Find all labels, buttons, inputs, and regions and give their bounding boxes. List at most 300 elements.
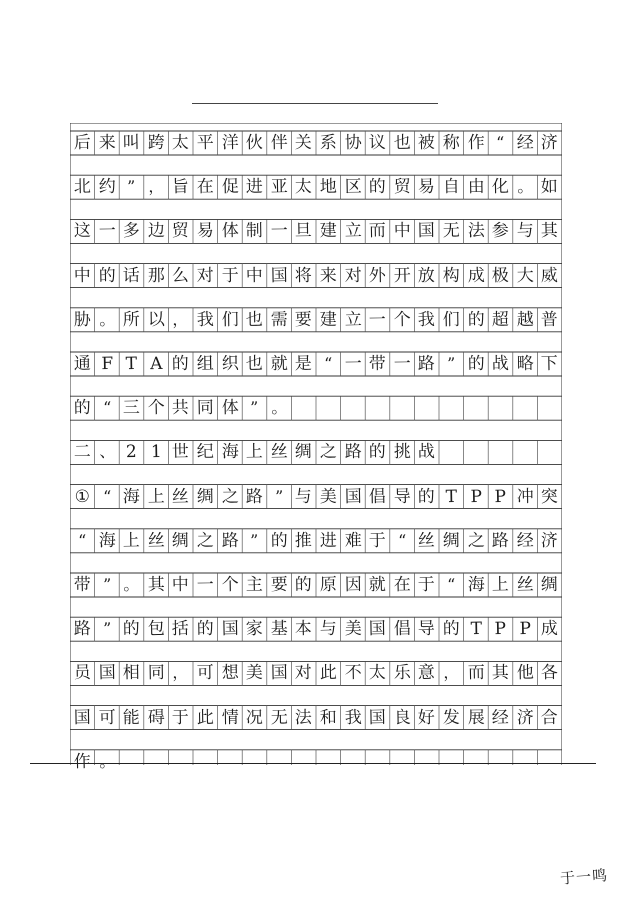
grid-cell: 国	[73, 706, 91, 728]
grid-cell: 好	[417, 706, 436, 728]
grid-cell: 不	[344, 662, 362, 684]
grid-cell: 一	[196, 574, 214, 595]
grid-cell: 相	[122, 662, 141, 684]
grid-cell: 成	[540, 618, 559, 639]
grid-cell	[365, 396, 390, 420]
grid-cell: 路	[417, 353, 436, 374]
grid-cell: 胁	[73, 309, 91, 330]
grid-cell: 美	[319, 485, 337, 507]
grid-cell: 来	[319, 264, 337, 286]
grid-cell: 丝	[147, 530, 165, 551]
grid-cell: 路	[491, 530, 510, 551]
grid-cell: 一	[368, 309, 387, 330]
author-signature: 于一鸣	[559, 866, 609, 888]
grid-cell	[439, 750, 464, 774]
grid-cell: 平	[196, 132, 214, 153]
grid-cell	[340, 750, 365, 774]
grid-cell: 所	[122, 309, 141, 330]
grid-cell: 参	[491, 220, 510, 242]
grid-cell	[488, 440, 513, 464]
grid-cell: 经	[491, 706, 510, 728]
grid-cell: 么	[171, 264, 190, 286]
grid-cell: 情	[221, 706, 239, 728]
grid-cell: ”	[446, 353, 456, 374]
grid-cell: 作	[467, 132, 485, 153]
grid-cell: 就	[368, 574, 387, 595]
grid-cell: 们	[221, 309, 239, 330]
grid-cell: 2	[125, 441, 138, 462]
grid-cell: 上	[122, 530, 141, 551]
grid-row	[70, 264, 562, 288]
grid-cell: T	[445, 485, 458, 507]
grid-row	[70, 661, 562, 685]
grid-row	[70, 219, 562, 243]
grid-cell	[488, 750, 513, 774]
grid-cell: 洋	[221, 132, 239, 153]
grid-cell: 之	[467, 530, 485, 551]
grid-cell: 国	[417, 220, 436, 242]
grid-cell	[463, 396, 488, 420]
grid-cell: 来	[98, 132, 116, 153]
grid-cell: 的	[442, 618, 460, 639]
grid-cell: 、	[98, 442, 116, 462]
grid-cell: 展	[467, 706, 485, 728]
grid-cell: 略	[516, 353, 534, 374]
grid-cell: 良	[393, 706, 411, 728]
grid-cell: 世	[171, 441, 190, 463]
grid-cell: 后	[73, 132, 91, 153]
grid-cell	[242, 750, 267, 774]
grid-cell: 由	[467, 176, 485, 197]
grid-cell: ”	[102, 619, 112, 639]
grid-row	[70, 750, 562, 774]
grid-cell: 上	[491, 574, 510, 595]
grid-cell: 碍	[147, 706, 165, 728]
grid-cell	[512, 440, 537, 464]
grid-cell: 。	[98, 309, 116, 329]
grid-row	[70, 706, 562, 730]
grid-cell: 同	[196, 397, 214, 418]
grid-cell: 与	[294, 485, 313, 507]
grid-cell: 太	[171, 132, 190, 153]
composition-grid	[70, 123, 562, 772]
grid-cell: “	[323, 353, 333, 374]
grid-cell: 进	[245, 176, 264, 197]
grid-cell: 贸	[393, 176, 411, 197]
grid-cell: 绸	[196, 485, 214, 507]
grid-cell: 那	[147, 264, 165, 286]
grid-cell: 也	[245, 353, 264, 374]
grid-cell: ”	[102, 574, 112, 595]
grid-cell	[316, 750, 341, 774]
grid-cell: 开	[393, 264, 411, 286]
grid-cell: 上	[147, 485, 165, 507]
grid-cell: 这	[73, 220, 91, 242]
grid-cell: 对	[294, 662, 313, 684]
grid-cell: 个	[147, 397, 165, 418]
grid-cell: 需	[270, 309, 288, 330]
grid-cell: 作	[73, 751, 91, 772]
grid-cell: ，	[147, 177, 165, 197]
grid-cell	[537, 750, 562, 774]
grid-cell: 一	[270, 220, 288, 242]
grid-cell: 济	[540, 132, 559, 153]
grid-cell: ，	[172, 663, 189, 683]
grid-cell	[414, 750, 439, 774]
grid-cell: 通	[73, 353, 91, 374]
grid-cell: 自	[442, 176, 460, 197]
grid-cell: 发	[442, 706, 460, 728]
grid-cell	[390, 750, 415, 774]
grid-cell: 括	[171, 618, 190, 639]
grid-cell: 绸	[171, 530, 190, 551]
grid-cell: 中	[73, 264, 91, 286]
grid-cell: T	[125, 353, 138, 374]
grid-cell: 是	[294, 353, 313, 374]
grid-cell: ”	[250, 530, 259, 550]
grid-cell: 下	[540, 353, 559, 374]
grid-cell	[217, 750, 242, 774]
grid-cell: 意	[417, 662, 436, 684]
grid-cell: 主	[245, 574, 264, 595]
grid-cell: 战	[417, 441, 436, 463]
grid-cell: 于	[171, 706, 190, 728]
grid-cell: 本	[294, 618, 313, 639]
grid-cell: 地	[319, 176, 337, 197]
grid-cell: 协	[344, 132, 362, 153]
grid-cell: 倡	[368, 485, 387, 507]
grid-cell: 也	[245, 309, 264, 330]
grid-cell: 外	[368, 264, 387, 286]
grid-cell: 旦	[294, 220, 313, 242]
grid-cell: 对	[344, 264, 362, 286]
grid-cell	[340, 396, 365, 420]
grid-cell: 在	[196, 176, 214, 197]
grid-cell: 其	[491, 662, 510, 684]
grid-cell: 。	[516, 177, 534, 197]
grid-cell: 要	[270, 574, 288, 595]
grid-cell: 议	[368, 132, 387, 153]
grid-cell	[267, 750, 292, 774]
grid-row	[70, 308, 562, 332]
grid-cell: 和	[319, 706, 337, 728]
grid-cell: 太	[294, 176, 313, 197]
grid-cell: 在	[393, 574, 411, 595]
grid-cell: 约	[98, 176, 116, 197]
grid-cell	[390, 396, 415, 420]
grid-cell: 一	[98, 220, 116, 242]
grid-cell: 带	[73, 574, 91, 595]
grid-row	[70, 440, 562, 464]
grid-cell: 导	[393, 485, 411, 507]
grid-cell	[537, 440, 562, 464]
grid-cell: 如	[540, 176, 559, 197]
grid-cell: 的	[73, 397, 91, 418]
grid-cell: ”	[250, 398, 259, 418]
grid-cell: 战	[491, 353, 510, 374]
bottom-rule	[30, 763, 596, 764]
grid-cell: 将	[294, 264, 313, 286]
grid-cell: 成	[467, 264, 485, 286]
grid-cell: 威	[540, 264, 559, 286]
grid-cell: 多	[122, 220, 141, 242]
grid-cell: 此	[196, 706, 214, 728]
grid-cell: 国	[270, 662, 288, 684]
grid-cell: 此	[319, 662, 337, 684]
grid-cell: 的	[122, 618, 141, 639]
grid-cell: 体	[221, 397, 239, 418]
grid-cell: 丝	[171, 485, 190, 507]
grid-cell	[463, 750, 488, 774]
grid-cell: 的	[171, 353, 190, 374]
grid-cell: 促	[221, 176, 239, 197]
grid-cell: 各	[540, 662, 559, 684]
grid-cell: 其	[147, 574, 165, 595]
grid-cell: 进	[319, 530, 337, 551]
grid-row	[70, 131, 562, 155]
grid-cell: 我	[196, 309, 214, 330]
grid-cell: 挑	[393, 441, 411, 463]
grid-cell: 于	[368, 530, 387, 551]
grid-cell: 建	[319, 220, 337, 242]
grid-cell: 于	[417, 574, 436, 595]
grid-cell: 叫	[122, 132, 141, 153]
grid-cell: F	[100, 353, 113, 374]
grid-cell: 绸	[294, 441, 313, 463]
grid-cell: 一	[344, 353, 362, 374]
grid-cell: 想	[221, 662, 239, 684]
grid-cell: 跨	[147, 132, 165, 153]
grid-cell: 法	[294, 706, 313, 728]
grid-cell: “	[78, 530, 87, 550]
grid-cell: 中	[393, 220, 411, 242]
grid-cell: 路	[73, 618, 91, 639]
grid-cell: 他	[516, 662, 534, 684]
grid-cell: 一	[393, 353, 411, 374]
grid-cell: 越	[516, 309, 534, 330]
grid-cell: 易	[417, 176, 436, 197]
grid-cell: 之	[196, 530, 214, 551]
grid-cell: 中	[245, 264, 264, 286]
grid-cell: 绸	[540, 574, 559, 595]
grid-cell: 其	[540, 220, 559, 242]
grid-cell: 海	[467, 574, 485, 595]
grid-cell: 亚	[270, 176, 288, 197]
grid-cell: 贸	[171, 220, 190, 242]
grid-cell: 包	[147, 618, 165, 639]
grid-cell: 个	[393, 309, 411, 330]
grid-cell: 的	[467, 309, 485, 330]
grid-cell: 能	[122, 706, 141, 728]
grid-cell: 立	[344, 309, 362, 330]
grid-cell: 极	[491, 264, 510, 286]
grid-cell: “	[397, 530, 407, 550]
grid-cell: 纪	[196, 441, 214, 463]
grid-cell: 经	[516, 530, 534, 551]
grid-cell	[291, 750, 316, 774]
grid-cell: 的	[417, 485, 436, 507]
grid-cell: 同	[147, 662, 165, 684]
grid-cell: 国	[98, 662, 116, 684]
grid-cell: 话	[122, 264, 141, 286]
grid-cell	[439, 440, 464, 464]
grid-row	[70, 352, 562, 376]
grid-cell: ，	[443, 663, 460, 683]
grid-cell	[144, 750, 169, 774]
grid-cell: 边	[147, 220, 165, 242]
grid-cell: 以	[147, 309, 165, 330]
grid-cell: 带	[368, 353, 387, 374]
grid-cell: 系	[319, 132, 337, 153]
grid-cell: 就	[270, 353, 288, 374]
grid-cell: 乐	[393, 662, 411, 684]
grid-cell: 可	[98, 706, 116, 728]
grid-cell: 北	[73, 176, 91, 197]
grid-cell: 之	[319, 441, 337, 463]
grid-cell: 而	[467, 662, 485, 684]
grid-cell: 难	[344, 530, 362, 551]
grid-row	[70, 485, 562, 509]
grid-cell: 丝	[516, 574, 534, 595]
grid-cell: 超	[491, 309, 510, 330]
grid-cell: 中	[171, 574, 190, 595]
grid-row	[70, 529, 562, 553]
grid-cell: 上	[245, 441, 264, 463]
grid-cell: 海	[98, 530, 116, 551]
grid-cell: 国	[221, 618, 239, 639]
top-rule	[192, 103, 438, 104]
grid-cell: 可	[196, 662, 214, 684]
grid-cell: 海	[221, 441, 239, 463]
grid-cell: “	[496, 132, 505, 153]
grid-cell: 绸	[442, 530, 460, 551]
grid-cell: ，	[172, 309, 189, 329]
grid-cell	[168, 750, 193, 774]
grid-cell: 伙	[245, 132, 264, 153]
grid-cell: P	[469, 485, 482, 507]
grid-cell	[316, 396, 341, 420]
grid-cell	[291, 396, 316, 420]
grid-cell: 我	[344, 706, 362, 728]
grid-cell: 与	[319, 618, 337, 639]
grid-cell: P	[494, 485, 507, 507]
grid-cell: T	[469, 618, 482, 639]
grid-cell: 组	[196, 353, 214, 374]
grid-cell: 导	[417, 618, 436, 639]
grid-cell: 济	[540, 530, 559, 551]
grid-row	[70, 396, 562, 420]
grid-cell: 的	[196, 618, 214, 639]
grid-cell: P	[494, 618, 507, 639]
grid-cell: 国	[344, 485, 362, 507]
grid-cell: ①	[74, 485, 91, 507]
grid-cell: 我	[417, 309, 436, 330]
grid-cell: P	[519, 618, 531, 639]
grid-cell: 丝	[270, 441, 288, 463]
grid-cell: 体	[221, 220, 239, 242]
grid-row	[70, 573, 562, 597]
grid-cell: 况	[245, 706, 264, 728]
grid-cell: 丝	[417, 530, 436, 551]
grid-cell	[193, 750, 218, 774]
grid-cell: 二	[73, 441, 91, 463]
grid-row	[70, 175, 562, 199]
grid-cell: 路	[245, 485, 264, 507]
grid-cell: 美	[245, 662, 264, 684]
grid-cell: 。	[123, 574, 140, 595]
grid-cell	[365, 750, 390, 774]
grid-cell: 国	[270, 264, 288, 286]
grid-cell: 。	[270, 398, 288, 418]
grid-cell: 三	[122, 397, 141, 418]
grid-cell: 伴	[270, 132, 288, 153]
grid-cell: 无	[442, 220, 460, 242]
grid-cell: 构	[442, 264, 460, 286]
grid-cell: 也	[393, 132, 411, 153]
grid-cell: 的	[467, 353, 485, 374]
grid-cell: “	[102, 486, 112, 506]
grid-cell: 之	[221, 485, 239, 507]
grid-cell: 的	[368, 176, 387, 197]
grid-cell	[512, 750, 537, 774]
grid-cell: 织	[221, 353, 239, 374]
grid-cell	[414, 396, 439, 420]
grid-cell: 家	[245, 618, 264, 639]
grid-cell: 放	[417, 264, 436, 286]
grid-cell: 大	[516, 264, 534, 286]
grid-cell: 国	[368, 618, 387, 639]
grid-cell: 被	[417, 132, 436, 153]
grid-cell: 的	[294, 574, 313, 595]
grid-cell: 建	[319, 309, 337, 330]
grid-cell: 海	[122, 485, 141, 507]
grid-cell: 普	[540, 309, 559, 330]
grid-cell	[488, 396, 513, 420]
grid-cell: 于	[221, 264, 239, 286]
grid-cell: 经	[516, 132, 534, 153]
grid-cell: “	[446, 574, 456, 595]
grid-cell: 称	[442, 132, 460, 153]
grid-cell: 倡	[393, 618, 411, 639]
grid-cell: 冲	[516, 485, 534, 507]
grid-cell: 1	[150, 441, 162, 462]
grid-cell: 济	[516, 706, 534, 728]
grid-cell	[463, 440, 488, 464]
grid-cell: 原	[319, 574, 337, 595]
grid-cell: 们	[442, 309, 460, 330]
grid-cell: 合	[540, 706, 559, 728]
grid-cell: 与	[516, 220, 534, 242]
grid-cell: 的	[270, 530, 288, 551]
grid-cell: 太	[368, 662, 387, 684]
grid-cell: 关	[294, 132, 313, 153]
grid-cell: 制	[245, 220, 264, 242]
grid-cell	[119, 750, 144, 774]
grid-cell	[512, 396, 537, 420]
grid-cell: 化	[491, 176, 510, 197]
grid-cell: 的	[98, 264, 116, 286]
grid-cell: 国	[368, 706, 387, 728]
grid-cell: 。	[98, 751, 116, 771]
grid-cell: 路	[221, 530, 239, 551]
grid-cell: 易	[196, 220, 214, 242]
grid-cell: ”	[274, 486, 284, 506]
grid-cell: 员	[73, 662, 91, 684]
grid-cell: 突	[540, 485, 559, 507]
grid-cell: A	[149, 353, 163, 374]
grid-cell: 路	[344, 441, 362, 463]
grid-cell: “	[102, 398, 112, 418]
